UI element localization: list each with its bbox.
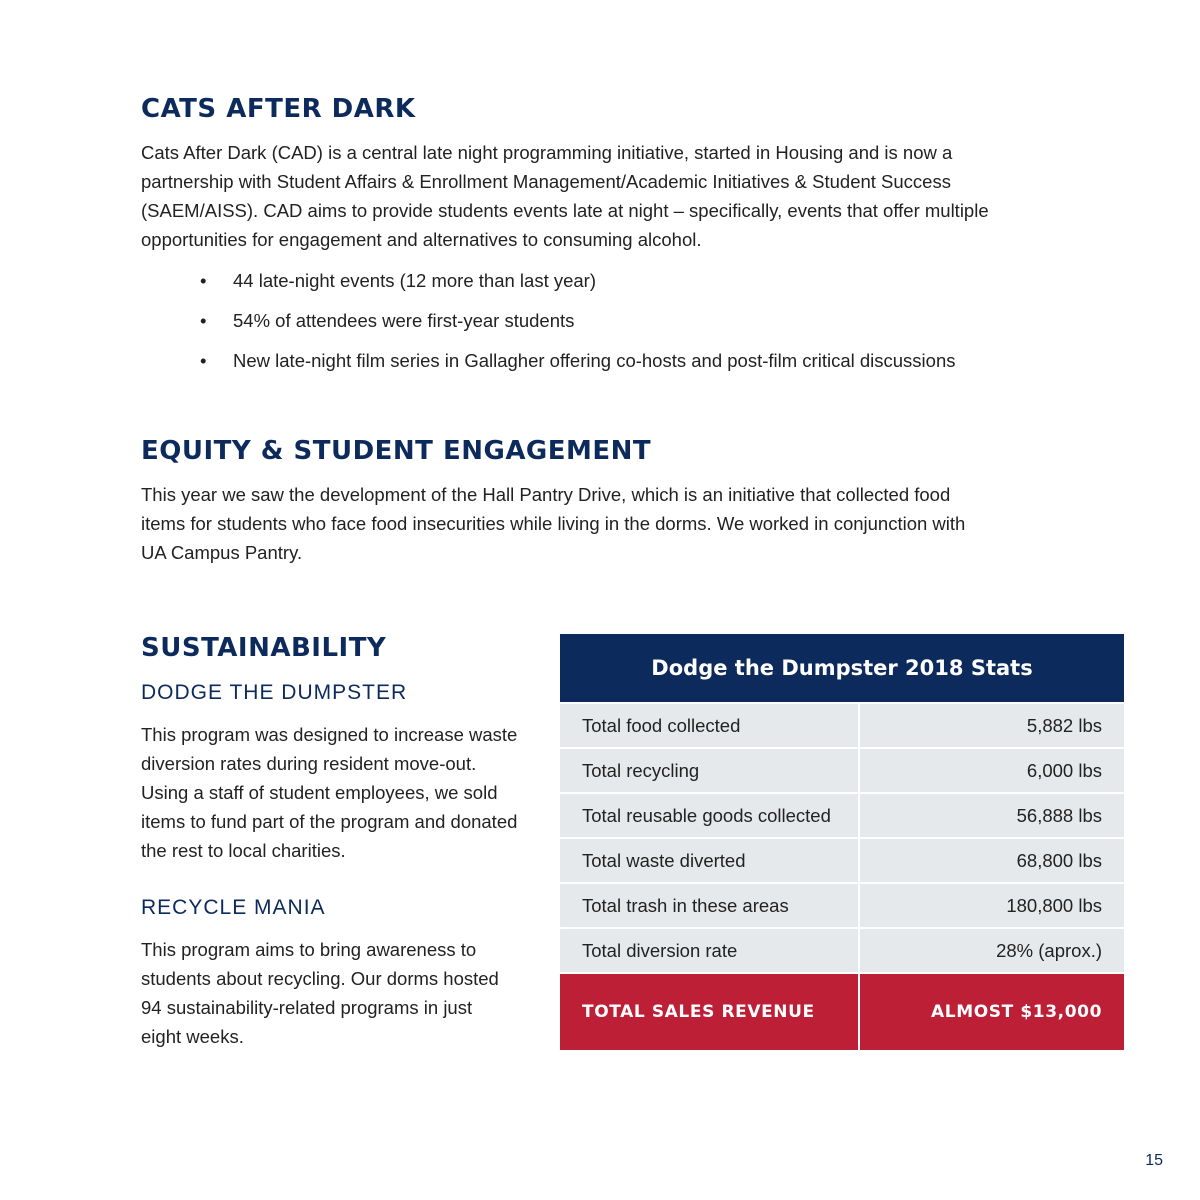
- stat-label: Total reusable goods collected: [560, 794, 858, 837]
- cats-after-dark-heading: CATS AFTER DARK: [141, 94, 416, 124]
- table-row: [560, 704, 1124, 747]
- stat-value: 5,882 lbs: [860, 704, 1124, 747]
- page-number: 15: [1145, 1152, 1163, 1169]
- recycle-mania-heading: RECYCLE MANIA: [141, 896, 326, 919]
- total-row: [560, 974, 1124, 1050]
- stats-table-title: Dodge the Dumpster 2018 Stats: [560, 634, 1124, 702]
- bullet-icon: •: [200, 350, 207, 371]
- stat-label: Total trash in these areas: [560, 884, 858, 927]
- sustainability-heading: SUSTAINABILITY: [141, 633, 387, 663]
- equity-paragraph: This year we saw the development of the Hall Pantry Drive, which is an initiative that collected food items for students who face food insecurities while living in the dorms. We worked in conjunction with UA Campus Pantry.: [141, 484, 966, 563]
- dodge-the-dumpster-paragraph: This program was designed to increase waste diversion rates during resident move-out. Using a staff of student employees, we sold items to fund part of the program and donated the rest to local charities.: [141, 724, 518, 861]
- dodge-the-dumpster-stats-table: [560, 634, 1124, 1050]
- stat-label: Total waste diverted: [560, 839, 858, 882]
- equity-heading: EQUITY & STUDENT ENGAGEMENT: [141, 436, 652, 466]
- table-row: [560, 929, 1124, 972]
- list-item-text: 44 late-night events (12 more than last year): [233, 270, 596, 291]
- stat-value: 28% (aprox.): [860, 929, 1124, 972]
- stat-value: 180,800 lbs: [860, 884, 1124, 927]
- stat-label: Total food collected: [560, 704, 858, 747]
- cats-after-dark-paragraph: Cats After Dark (CAD) is a central late night programming initiative, started in Housing and is now a partnership with Student Affairs & Enrollment Management/Academic Initiatives & Student Success (SAEM/AISS). CAD aims to provide students events late at night – specifically, events that offer multiple opportunities for engagement and alternatives to consuming alcohol.: [141, 142, 989, 250]
- list-item: [200, 346, 956, 386]
- list-item: [200, 306, 956, 346]
- stat-value: 6,000 lbs: [860, 749, 1124, 792]
- total-label: TOTAL SALES REVENUE: [560, 974, 858, 1050]
- stat-label: Total recycling: [560, 749, 858, 792]
- list-item-text: 54% of attendees were first-year students: [233, 310, 575, 331]
- table-row: [560, 839, 1124, 882]
- list-item-text: New late-night film series in Gallagher offering co-hosts and post-film critical discussions: [233, 350, 956, 371]
- table-row: [560, 749, 1124, 792]
- stat-value: 68,800 lbs: [860, 839, 1124, 882]
- bullet-icon: •: [200, 270, 207, 291]
- cats-after-dark-bullet-list: [200, 266, 956, 386]
- dodge-the-dumpster-heading: DODGE THE DUMPSTER: [141, 681, 408, 704]
- list-item: [200, 266, 956, 306]
- stat-value: 56,888 lbs: [860, 794, 1124, 837]
- total-value: ALMOST $13,000: [860, 974, 1124, 1050]
- table-row: [560, 884, 1124, 927]
- bullet-icon: •: [200, 310, 207, 331]
- table-row: [560, 794, 1124, 837]
- recycle-mania-paragraph: This program aims to bring awareness to students about recycling. Our dorms hosted 94 sustainability-related programs in just eight weeks.: [141, 939, 499, 1047]
- stat-label: Total diversion rate: [560, 929, 858, 972]
